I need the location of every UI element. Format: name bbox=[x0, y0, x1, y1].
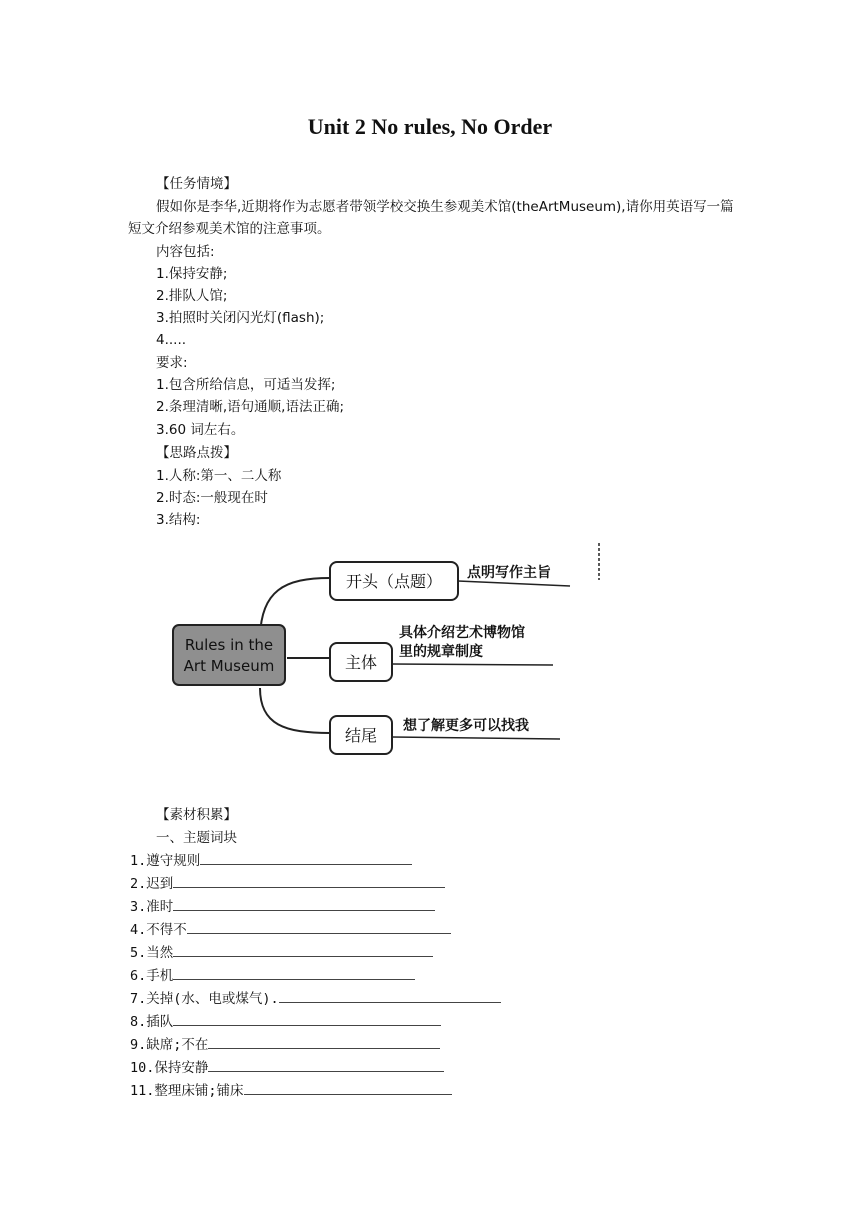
materials-heading: 【素材积累】 bbox=[156, 807, 237, 823]
hint-item: 3.结构: bbox=[156, 512, 201, 528]
vocab-label: 10.保持安静 bbox=[130, 1060, 209, 1076]
content-item: 1.保持安静; bbox=[156, 266, 228, 282]
mindmap-branch-label: 结尾 bbox=[344, 726, 378, 745]
mindmap-branch-note: 里的规章制度 bbox=[399, 644, 483, 660]
answer-blank[interactable] bbox=[173, 1011, 441, 1026]
vocab-item bbox=[130, 1034, 440, 1055]
answer-blank[interactable] bbox=[173, 942, 433, 957]
mindmap-underline bbox=[392, 737, 560, 739]
hint-item: 1.人称:第一、二人称 bbox=[156, 468, 282, 484]
mindmap-branch-note: 具体介绍艺术博物馆 bbox=[399, 625, 525, 641]
vocab-item bbox=[130, 919, 451, 940]
vocab-label: 1.遵守规则 bbox=[130, 853, 201, 869]
vocab-item bbox=[130, 896, 435, 917]
task-paragraph: 假如你是李华,近期将作为志愿者带领学校交换生参观美术馆(theArtMuseum),请你用英语写一篇短文介绍参观美术馆的注意事项。 bbox=[128, 199, 734, 237]
answer-blank[interactable] bbox=[279, 988, 501, 1003]
mindmap-center-line2: Art Museum bbox=[183, 657, 275, 675]
answer-blank[interactable] bbox=[200, 850, 412, 865]
hint-item: 2.时态:一般现在时 bbox=[156, 490, 268, 506]
vocab-item bbox=[130, 1080, 452, 1101]
mindmap-underline bbox=[458, 581, 570, 586]
vocab-item bbox=[130, 1057, 444, 1078]
answer-blank[interactable] bbox=[244, 1080, 452, 1095]
vocab-item bbox=[130, 988, 501, 1009]
content-item: 3.拍照时关闭闪光灯(flash); bbox=[156, 310, 325, 326]
content-item: 2.排队人馆; bbox=[156, 288, 228, 304]
vocab-item bbox=[130, 873, 445, 894]
page-title: Unit 2 No rules, No Order bbox=[307, 114, 553, 139]
mindmap-underline bbox=[392, 664, 553, 665]
content-item: 4..... bbox=[156, 332, 187, 348]
vocab-label: 8.插队 bbox=[130, 1014, 174, 1030]
answer-blank[interactable] bbox=[173, 896, 435, 911]
mindmap-branch-label: 主体 bbox=[344, 653, 378, 672]
vocab-item bbox=[130, 1011, 441, 1032]
vocab-item bbox=[130, 850, 412, 871]
vocab-label: 6.手机 bbox=[130, 968, 174, 984]
materials-subheading: 一、主题词块 bbox=[156, 830, 237, 846]
vocab-label: 4.不得不 bbox=[130, 922, 187, 938]
vocab-label: 5.当然 bbox=[130, 945, 174, 961]
mindmap-branch-note: 点明写作主旨 bbox=[467, 565, 551, 581]
vocab-label: 9.缺席;不在 bbox=[130, 1037, 209, 1053]
hints-heading: 【思路点拨】 bbox=[156, 445, 237, 461]
mindmap-center-box bbox=[173, 625, 285, 685]
vocab-label: 2.迟到 bbox=[130, 876, 174, 892]
answer-blank[interactable] bbox=[208, 1057, 444, 1072]
vocab-label: 11.整理床铺;铺床 bbox=[130, 1083, 244, 1099]
vocab-label: 3.准时 bbox=[130, 899, 174, 915]
answer-blank[interactable] bbox=[187, 919, 451, 934]
answer-blank[interactable] bbox=[173, 873, 445, 888]
mindmap-connector bbox=[260, 688, 330, 733]
mindmap-branch-label: 开头（点题） bbox=[345, 572, 443, 591]
requirement-item: 3.60 词左右。 bbox=[156, 422, 245, 438]
mindmap-center-line1: Rules in the bbox=[184, 636, 274, 654]
vocab-item bbox=[130, 942, 433, 963]
requirement-item: 1.包含所给信息，可适当发挥; bbox=[156, 377, 336, 393]
requirement-item: 2.条理清晰,语句通顺,语法正确; bbox=[156, 399, 345, 415]
task-heading: 【任务情境】 bbox=[156, 176, 237, 192]
mindmap-branch-note: 想了解更多可以找我 bbox=[403, 718, 529, 734]
requirement-label: 要求: bbox=[156, 355, 188, 371]
content-label: 内容包括: bbox=[156, 244, 215, 260]
answer-blank[interactable] bbox=[208, 1034, 440, 1049]
vocab-item bbox=[130, 965, 415, 986]
vocab-label: 7.关掉(水、电或煤气). bbox=[130, 991, 279, 1007]
answer-blank[interactable] bbox=[173, 965, 415, 980]
structure-mindmap bbox=[165, 540, 615, 765]
